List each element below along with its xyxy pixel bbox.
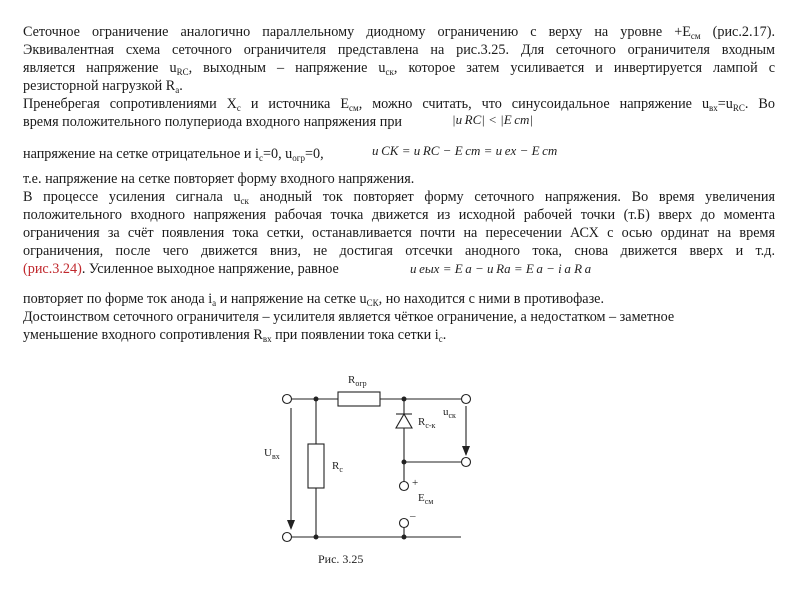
figure-caption: Рис. 3.25: [318, 552, 364, 566]
terminal-in-top: [283, 395, 292, 404]
formula-output-voltage: u eых = E a − u Ra = E a − i a R a: [410, 261, 592, 276]
label-ecm: $E_{см}$: [418, 492, 434, 506]
label-rc: $R_с$: [332, 460, 343, 474]
text-line: т.е. напряжение на сетке повторяет форму входного напряжения.: [23, 171, 415, 187]
junction-dot: [402, 535, 407, 540]
resistor-rogr: [338, 392, 380, 406]
text-line: резисторной нагрузкой $R_а$.: [23, 78, 183, 95]
label-uvx: $U_{вх}$: [264, 447, 280, 461]
terminal-out-top: [462, 395, 471, 404]
text-line: время положительного полупериода входного напряжения при: [23, 114, 403, 130]
terminal-out-bottom: [462, 458, 471, 467]
junction-dot: [314, 397, 319, 402]
label-minus: –: [410, 510, 416, 522]
junction-dot: [402, 460, 407, 465]
text-line: напряжение на сетке отрицательное и $i_c=0$, $u_{огр}=0$,: [23, 146, 324, 163]
junction-dot: [314, 535, 319, 540]
formula-condition: |u RC| < |E cm|: [452, 112, 533, 127]
text-line: положительного входного напряжения рабочая точка движется из исходной рабочей точки (т.Б) вверх до момента: [23, 207, 775, 223]
text-line: повторяет по форме ток анода $i_а$ и напряжение на сетке $u_{СК}$, но находится с ними в противофазе.: [23, 291, 605, 308]
text-line: Достоинством сеточного ограничителя – усилителя является чёткое ограничение, а недостатком – заметное: [23, 309, 675, 325]
text-line: Эквивалентная схема сеточного ограничителя представлена на рис.3.25. Для сеточного ограничителя входным: [23, 42, 775, 58]
text-line: ограничения за счёт появления тока сетки, останавливается почти на пересечении АСХ с осью ординат на время: [23, 225, 775, 241]
text-line: В процессе усиления сигнала $u_{ск}$ анодный ток повторяет форму сеточного напряжения. Во время увеличения: [23, 189, 775, 206]
junction-dot: [402, 397, 407, 402]
text-line: является напряжение $u_{RC}$, выходным – напряжение $u_{ск}$, которое затем усиливается и инвертируется лампой с: [23, 60, 775, 77]
text-line: (рис.3.24). Усиленное выходное напряжение, равное: [23, 261, 339, 277]
terminal-battery-minus: [400, 519, 409, 528]
text-line: ограничения, после чего движется вниз, не достигая отсечки анодного тока, снова движется вверх и т.д.: [23, 243, 775, 259]
label-uck: $u_{ск}$: [443, 406, 456, 420]
label-rck: $R_{с-к}$: [418, 416, 436, 430]
terminal-battery-plus: [400, 482, 409, 491]
text-line: Сеточное ограничение аналогично параллельному диодному ограничению с верху на уровне $+E_{см}$ (рис.2.17).: [23, 24, 775, 41]
label-rogr: $R_{огр}$: [348, 374, 367, 388]
diode-triangle: [396, 414, 412, 428]
formula-grid-voltage: u CK = u RC − E cm = u ex − E cm: [372, 143, 558, 158]
text-line: Пренебрегая сопротивлениями $X_c$ и источника $E_{см}$, можно считать, что синусоидальное напряжение $u_{вх}=u_{RC}$. Во: [23, 96, 775, 113]
terminal-in-bottom: [283, 533, 292, 542]
arrow-uck-head: [462, 446, 470, 456]
label-plus: +: [412, 477, 419, 489]
arrow-uvx-head: [287, 520, 295, 530]
text-line: уменьшение входного сопротивления $R_{вх}$ при появлении тока сетки $i_с$.: [23, 327, 447, 344]
figure-link[interactable]: (рис.3.24): [23, 261, 82, 277]
resistor-rc: [308, 444, 324, 488]
